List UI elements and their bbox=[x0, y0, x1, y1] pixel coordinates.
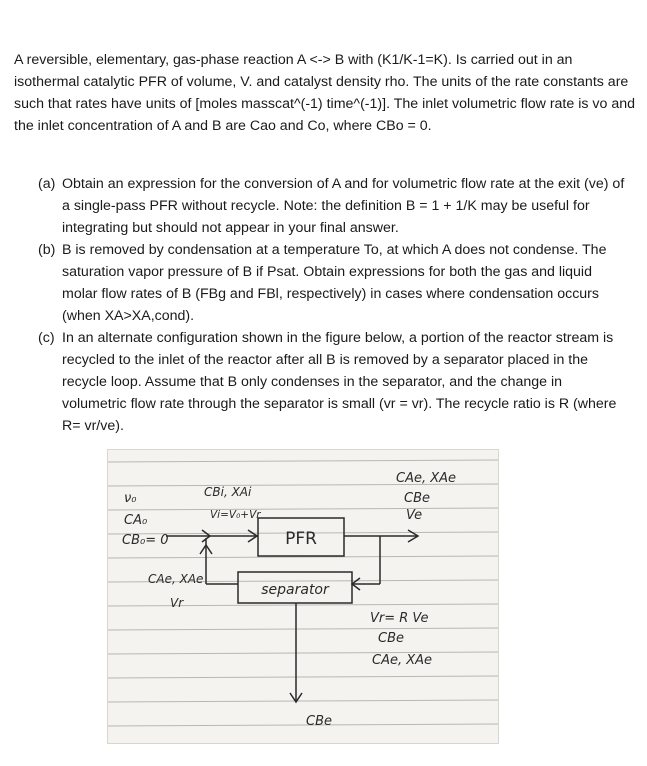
part-b-label: (b) bbox=[38, 242, 56, 258]
condensate-label: CBe bbox=[306, 714, 332, 729]
outlet-cb-label: CBe bbox=[404, 491, 430, 506]
reactor-inlet-flow-label: Vi=V₀+Vr bbox=[210, 509, 261, 521]
outlet-flow-label: Ve bbox=[406, 508, 423, 523]
part-a-text: Obtain an expression for the conversion of A and for volumetric flow rate at the exit (ve) of a single-pass PFR without recycle. Note: the definition B = 1 + 1/K may be useful for integrating but should not appear in your final answer. bbox=[62, 176, 625, 236]
recycle-right-conc-label: CAe, XAe bbox=[372, 653, 433, 668]
recycle-flow-label: Vr bbox=[170, 596, 184, 610]
recycle-cb-label: CBe bbox=[378, 631, 404, 646]
part-a-label: (a) bbox=[38, 176, 56, 192]
outlet-conc-label: CAe, XAe bbox=[396, 471, 457, 486]
separator-label: separator bbox=[261, 582, 329, 598]
part-b bbox=[38, 239, 628, 327]
inlet-cb-label: CB₀= 0 bbox=[122, 533, 169, 548]
recycle-diagram bbox=[108, 450, 498, 743]
recycle-diagram-photo bbox=[107, 449, 499, 744]
problem-intro: A reversible, elementary, gas-phase reaction A <-> B with (K1/K-1=K). Is carried out in an isothermal catalytic PFR of volume, V. and catalyst density rho. The units of the rate constants are such that rates have units of [moles masscat^(-1) time^(-1)]. The inlet volumetric flow rate is vo and the inlet concentration of A and B are Cao and Co, where CBo = 0. bbox=[14, 52, 635, 134]
inlet-ca-label: CA₀ bbox=[124, 513, 148, 528]
part-a bbox=[38, 173, 628, 239]
reactor-inlet-conc-label: CBi, XAi bbox=[204, 485, 252, 499]
pfr-label: PFR bbox=[285, 529, 317, 549]
part-b-text: B is removed by condensation at a temperature To, at which A does not condense. The saturation vapor pressure of B if Psat. Obtain expressions for both the gas and liquid molar flow rates of B (FBg and FBl, respectively) in cases where condensation occurs (when XA>XA,cond). bbox=[62, 242, 607, 324]
part-c-text: In an alternate configuration shown in the figure below, a portion of the reactor stream is recycled to the inlet of the reactor after all B is removed by a separator placed in the recycle loop. Assume that B only condenses in the separator, and the change in volumetric flow rate through the separator is small (vr = vr). The recycle ratio is R (where R= vr/ve). bbox=[62, 330, 617, 434]
part-c-label: (c) bbox=[38, 330, 55, 346]
recycle-conc-label: CAe, XAe bbox=[148, 572, 204, 586]
inlet-flow-label: ν₀ bbox=[124, 491, 137, 506]
part-c bbox=[38, 327, 628, 437]
recycle-ratio-label: Vr= R Ve bbox=[370, 611, 429, 626]
problem-parts bbox=[38, 173, 628, 437]
